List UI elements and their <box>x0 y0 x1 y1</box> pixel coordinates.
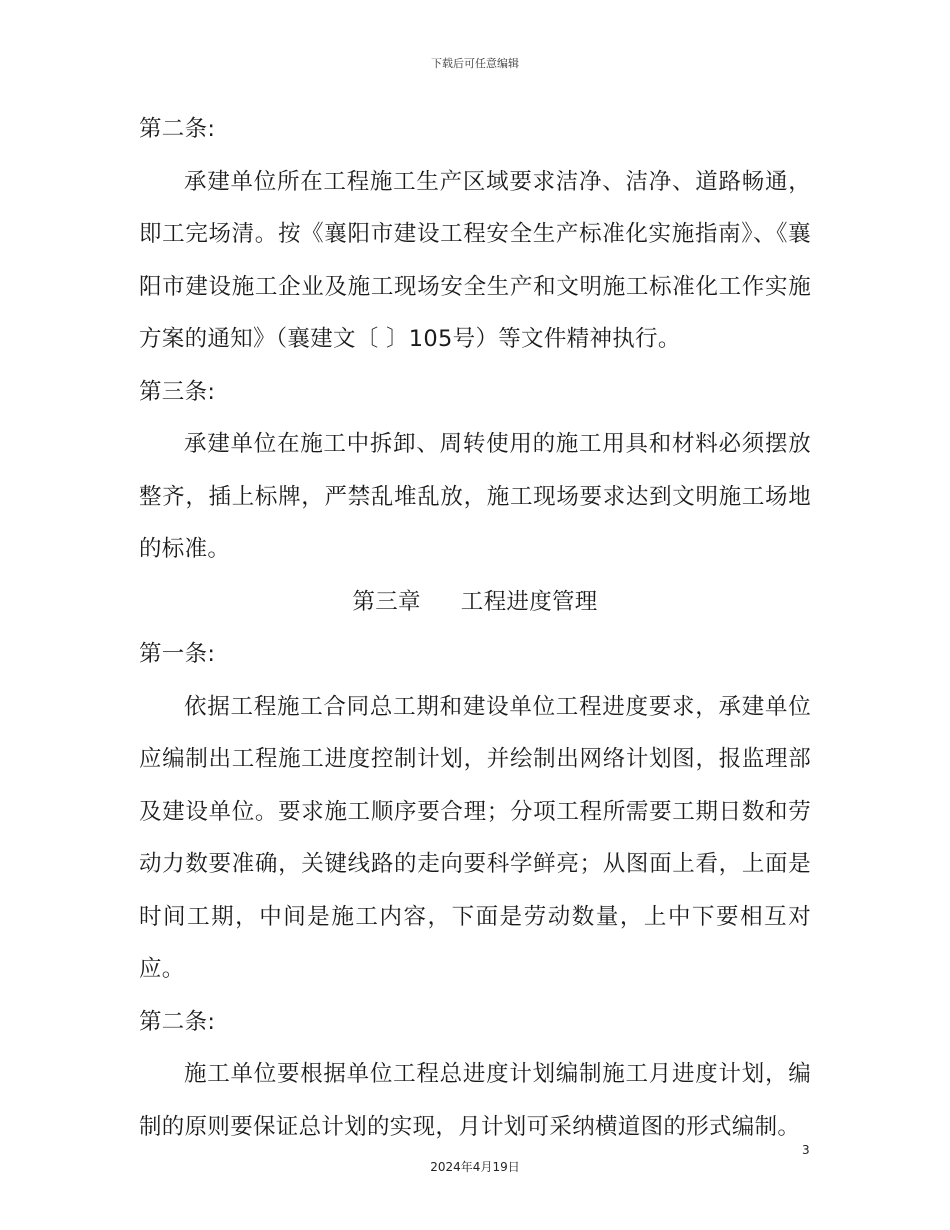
chapter-title <box>139 576 811 629</box>
article-paragraph: 承建单位在施工中拆卸、周转使用的施工用具和材料必须摆放整齐，插上标牌，严禁乱堆乱放，施工现场要求达到文明施工场地的标准。 <box>139 431 811 562</box>
page-header: 下载后可任意编辑 <box>431 57 519 70</box>
document-body <box>139 103 811 1153</box>
article-paragraph: 施工单位要根据单位工程总进度计划编制施工月进度计划，编制的原则要保证总计划的实现，月计划可采纳横道图的形式编制。 <box>139 1061 811 1140</box>
chapter-name: 工程进度管理 <box>460 588 598 615</box>
article-heading: 第三条: <box>139 378 216 405</box>
article-paragraph: 承建单位所在工程施工生产区域要求洁净、洁净、道路畅通，即工完场清。按《襄阳市建设工程安全生产标准化实施指南》、《襄阳市建设施工企业及施工现场安全生产和文明施工标准化工作实施方案的通知》（襄建文〔 〕105号）等文件精神执行。 <box>139 168 811 352</box>
article-paragraph: 依据工程施工合同总工期和建设单位工程进度要求，承建单位应编制出工程施工进度控制计划，并绘制出网络计划图，报监理部及建设单位。要求施工顺序要合理；分项工程所需要工期日数和劳动力数要准确，关键线路的走向要科学鲜亮；从图面上看，上面是时间工期，中间是施工内容，下面是劳动数量，上中下要相互对应。 <box>139 693 811 982</box>
article-heading: 第二条: <box>139 1008 216 1035</box>
page-footer-date: 2024年4月19日 <box>430 1160 520 1174</box>
article-heading: 第二条: <box>139 116 216 142</box>
page-number: 3 <box>802 1143 810 1157</box>
chapter-number: 第三章 <box>352 588 421 615</box>
article-heading: 第一条: <box>139 641 216 667</box>
